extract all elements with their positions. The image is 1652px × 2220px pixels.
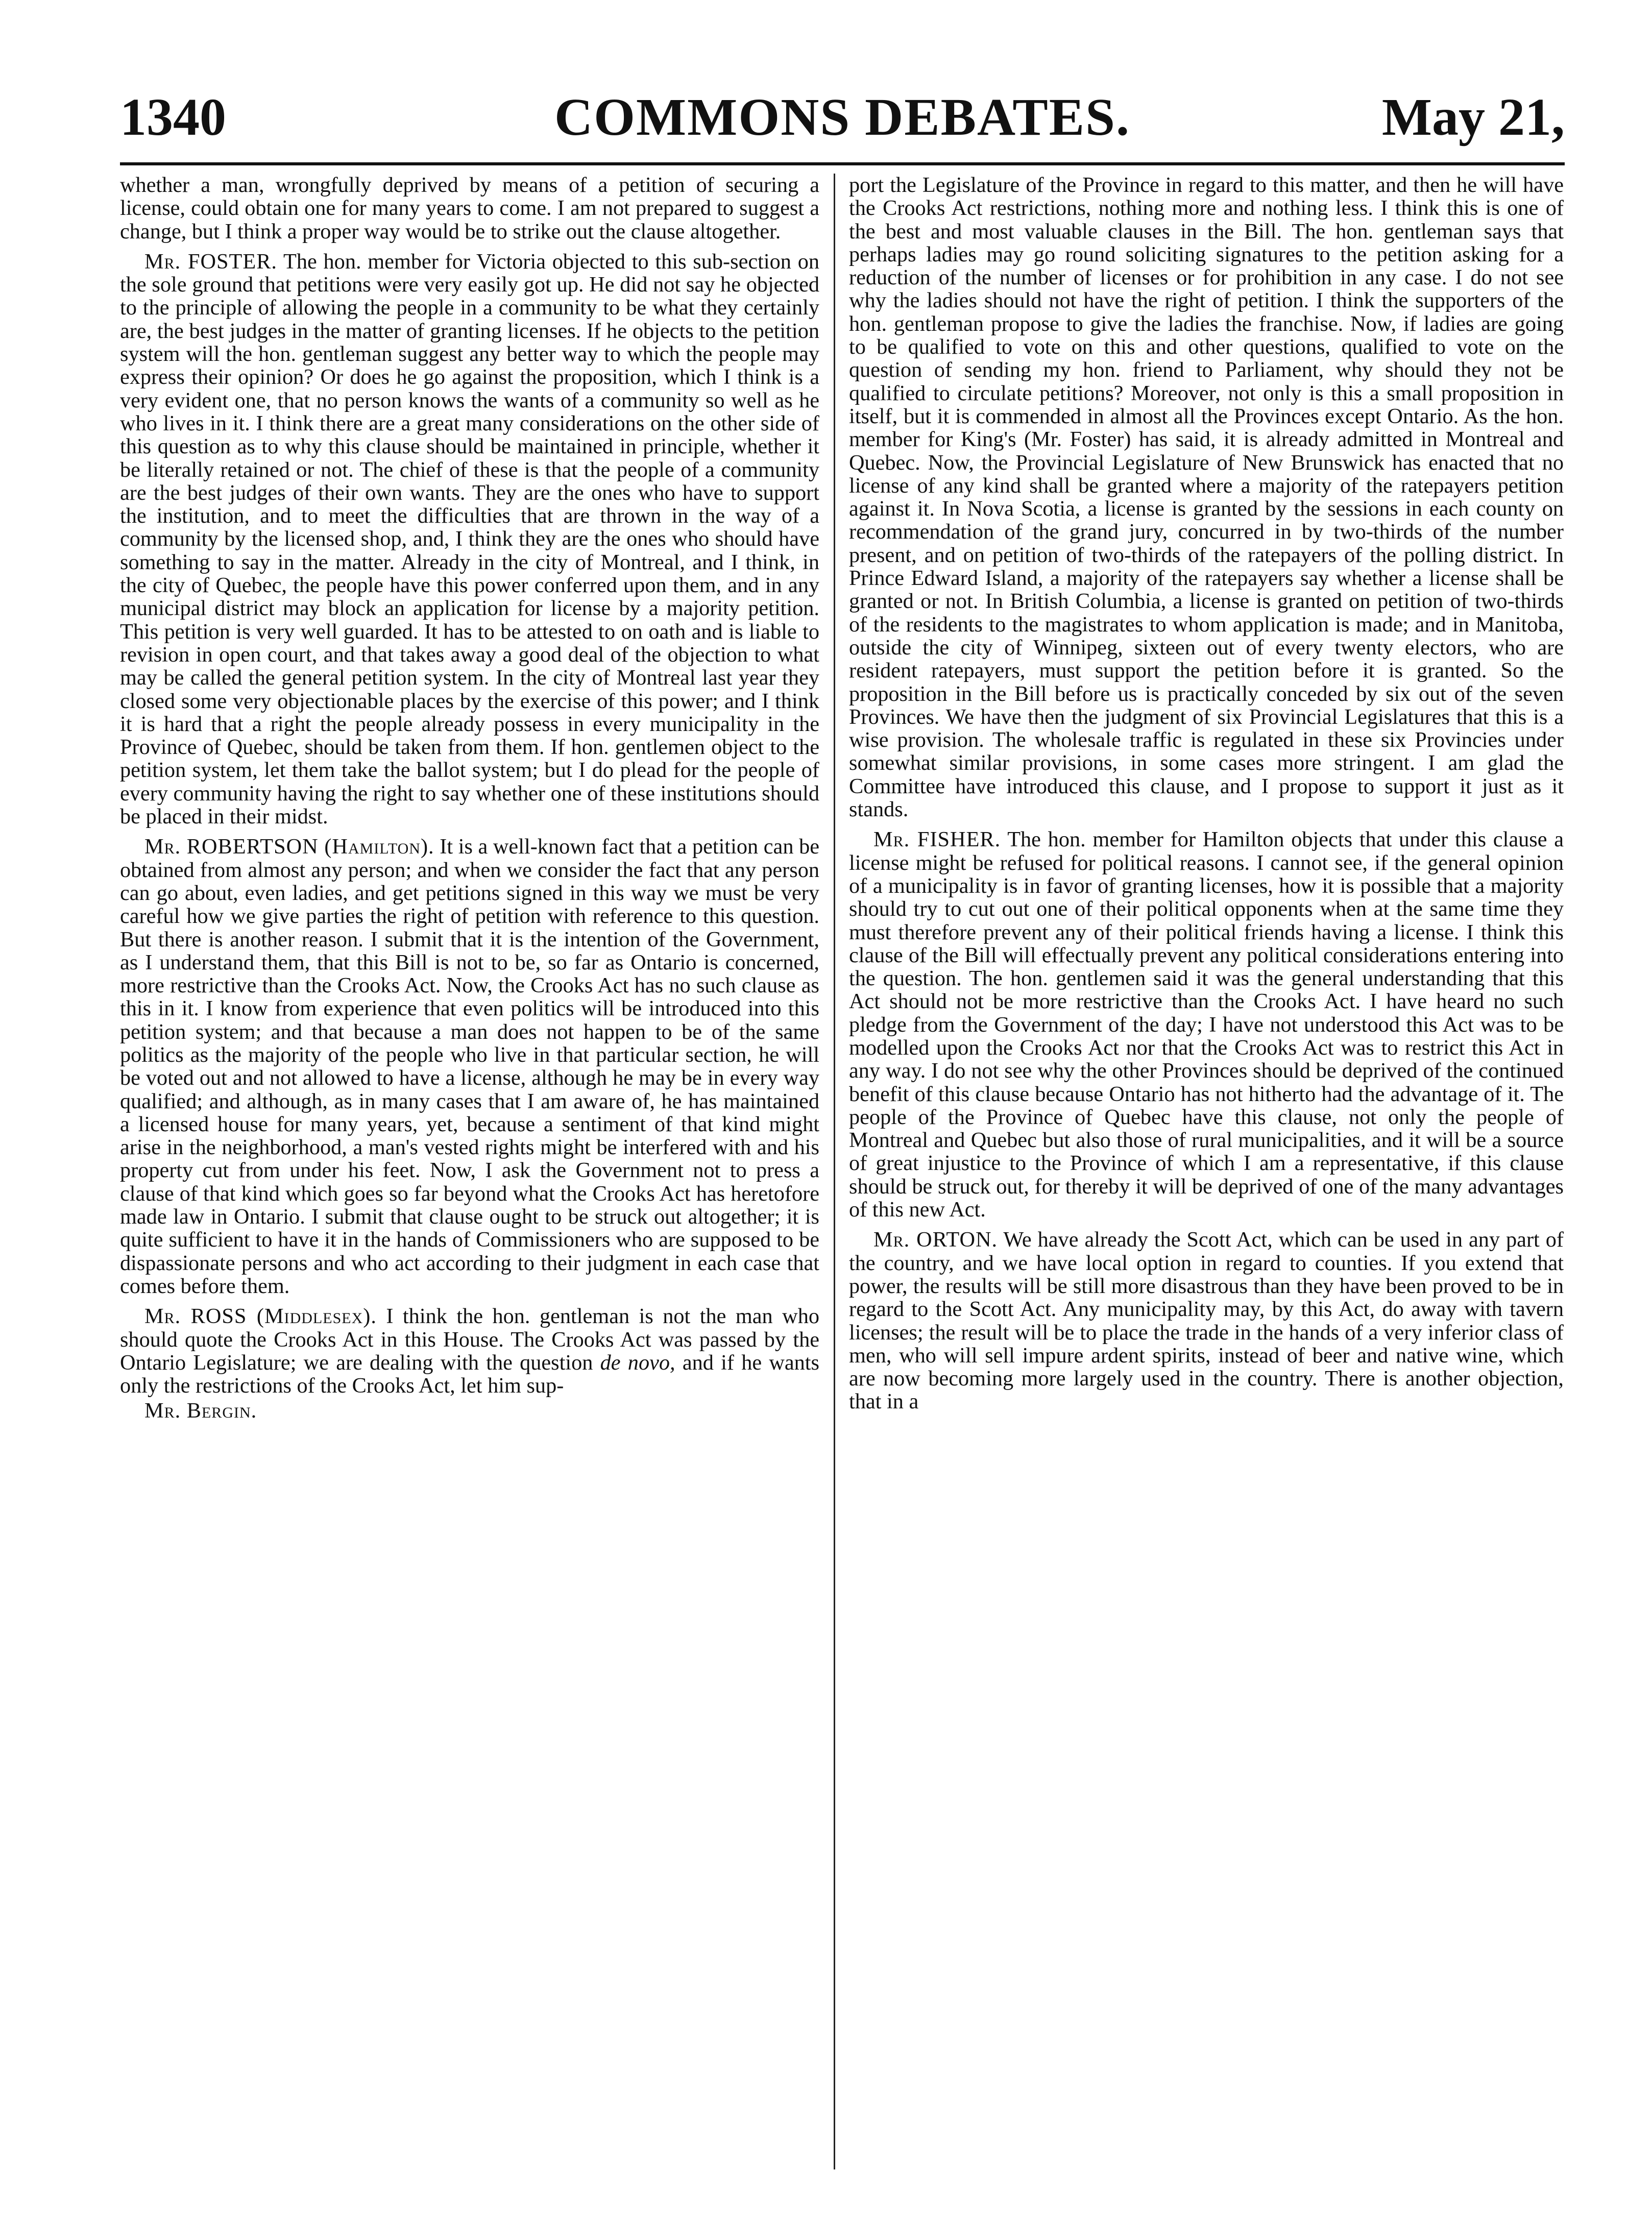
speech-text: I think the hon. gentleman is not the man who should quote the Crooks Act in this House. The Crooks Act was passed by the Ontario Legislature; we are dealing with the question xyxy=(120,1304,819,1375)
speech-foster xyxy=(120,250,819,828)
left-column xyxy=(120,174,819,1423)
paragraph-continued xyxy=(120,174,819,243)
speech-robertson xyxy=(120,835,819,1298)
speech-ross xyxy=(120,1305,819,1397)
speech-text: It is a well-known fact that a petition can be obtained from almost any person; and when we consider the fact that any person can go about, even ladies, and get petitions signed in this way we must be very careful how we give parties the right of petition with reference to this question. But there is another reason. I submit that it is the intention of the Government, as I understand them, that this Bill is not to be, so far as Ontario is concerned, more restrictive than the Crooks Act. Now, the Crooks Act has no such clause as this in it. I know from experience that even politics will be introduced into this petition system; and that because a man does not happen to be of the same politics as the majority of the people who live in that particular section, he will be voted out and not allowed to have a license, although he may be in every way qualified; and although, as in many cases that I am aware of, he has maintained a licensed house for many years, yet, because a sentiment of that kind might arise in the neighborhood, a man's vested rights might be interfered with and his property cut from under his feet. Now, I ask the Government not to press a clause of that kind which goes so far beyond what the Crooks Act has heretofore made law in Ontario. I submit that clause ought to be struck out altogether; it is quite sufficient to have it in the hands of Commissioners who are supposed to be dispassionate persons and who act according to their judgment in each case that comes before them. xyxy=(120,835,819,1298)
speaker-name: Mr. FISHER. xyxy=(873,827,1001,852)
speaker-name: Mr. ROSS (Middlesex). xyxy=(144,1304,377,1329)
page-number: 1340 xyxy=(120,88,226,147)
speech-text: and if he wants only the restrictions of the Crooks Act, let him sup- xyxy=(120,1350,820,1398)
speech-text: We have already the Scott Act, which can be used in any part of the country, and we have local option in regard to counties. If you extend that power, the results will be still more disastrous than they have been proved to be in regard to the Scott Act. Any municipality may, by this Act, do away with tavern licenses; the result will be to place the trade in the hands of a very inferior class of men, who will sell impure ardent spirits, instead of beer and native wine, which are now becoming more largely used in the country. There is another objection, that in a xyxy=(849,1228,1564,1414)
speaker-name: Mr. ROBERTSON (Hamilton). xyxy=(144,835,434,859)
page-footer-signature: Mr. Bergin. xyxy=(144,1399,257,1423)
paragraph-text: port the Legislature of the Province in regard to this matter, and then he will have the Crooks Act restrictions, nothing more and nothing less. I think this is one of the best and most valuable clauses in the Bill. The hon. gentleman says that perhaps ladies may go round soliciting signatures to the petition asking for a reduction of the number of licenses or for prohibition in any case. I do not see why the ladies should not have the right of petition. I think the supporters of the hon. gentleman propose to give the ladies the franchise. Now, if ladies are going to be qualified to vote on this and other questions, qualified to vote on the question of sending my hon. friend to Parliament, why should they not be qualified to circulate petitions? Moreover, not only is this a small proposition in itself, but it is commended in almost all the Provinces except Ontario. As the hon. member for King's (Mr. Foster) has said, it is already admitted in Montreal and Quebec. Now, the Provincial Legislature of New Brunswick has enacted that no license of any kind shall be granted where a majority of the ratepayers petition against it. In Nova Scotia, a license is granted by the sessions in each county on recommendation of the grand jury, concurred in by two-thirds of the number present, and on petition of two-thirds of the ratepayers of the polling district. In Prince Edward Island, a majority of the ratepayers say whether a license shall be granted or not. In British Columbia, a license is granted on petition of two-thirds of the residents to the magistrates to whom application is made; and in Manitoba, outside the city of Winnipeg, sixteen out of every twenty electors, who are resident ratepayers, must support the petition before it is granted. So the proposition in the Bill before us is practically conceded by six out of the seven Provinces. We have then the judgment of six Provincial Legislatures that this is a wise provision. The wholesale traffic is regulated in these six Provincies under somewhat similar provisions, in some cases more stringent. I am glad the Committee have introduced this clause, and I propose to support it just as it stands. xyxy=(849,173,1564,822)
paragraph-continued xyxy=(849,174,1564,821)
paragraph-text: whether a man, wrongfully deprived by means of a petition of securing a license, could obtain one for many years to come. I am not prepared to suggest a change, but I think a proper way would be to strike out the clause altogether. xyxy=(120,173,819,243)
latin-phrase: de novo, xyxy=(600,1350,675,1375)
publication-title: COMMONS DEBATES. xyxy=(554,88,1130,147)
header-date: May 21, xyxy=(1381,88,1565,147)
speech-text: The hon. member for Hamilton objects that under this clause a license might be refused for political reasons. I cannot see, if the general opinion of a municipality is in favor of granting licenses, how it is possible that a majority should try to cut out one of their political opponents when at the same time they must therefore prevent any of their political friends having a license. I think this clause of the Bill will effectually prevent any political considerations entering into the question. The hon. gentlemen said it was the general understanding that this Act should not be more restrictive than the Crooks Act. I have heard no such pledge from the Government of the day; I have not understood this Act was to be modelled upon the Crooks Act nor that the Crooks Act was to restrict this Act in any way. I do not see why the other Provinces should be deprived of the continued benefit of this clause because Ontario has not hitherto had the advantage of it. The people of the Province of Quebec have this clause, not only the people of Montreal and Quebec but also those of rural municipalities, and it will be a source of great injustice to the Province of which I am a representative, if this clause should be struck out, for thereby it will be deprived of one of the many advantages of this new Act. xyxy=(849,827,1564,1222)
speaker-name: Mr. ORTON. xyxy=(873,1228,998,1252)
speaker-name: Mr. FOSTER. xyxy=(144,249,278,274)
speech-fisher xyxy=(849,828,1564,1221)
column-divider xyxy=(834,174,835,2169)
right-column xyxy=(849,174,1564,1413)
header-rule xyxy=(120,162,1565,165)
speech-orton xyxy=(849,1228,1564,1413)
speech-text: The hon. member for Victoria objected to this sub-section on the sole ground that petitions were very easily got up. He did not say he objected to the principle of allowing the people in a community to be what they certainly are, the best judges in the matter of granting licenses. If he objects to the petition system will the hon. gentleman suggest any better way to which the people may express their opinion? Or does he go against the proposition, which I think is a very evident one, that no person knows the wants of a community so well as he who lives in it. I think there are a great many considerations on the other side of this question as to why this clause should be maintained in principle, whether it be literally retained or not. The chief of these is that the people of a community are the best judges of their own wants. They are the ones who have to support the institution, and to meet the difficulties that are thrown in the way of a community by the licensed shop, and, I think they are the ones who should have something to say in the matter. Already in the city of Montreal, and I think, in the city of Quebec, the people have this power conferred upon them, and in any municipal district may block an application for license by a majority petition. This petition is very well guarded. It has to be attested to on oath and is liable to revision in open court, and that takes away a good deal of the objection to what may be called the general petition system. In the city of Montreal last year they closed some very objectionable places by the exercise of this power; and I think it is hard that a right the people already possess in every municipality in the Province of Quebec, should be taken from them. If hon. gentlemen object to the petition system, let them take the ballot system; but I do plead for the people of every community having the right to say whether one of these institutions should be placed in their midst. xyxy=(120,249,819,829)
page-header xyxy=(120,77,1565,163)
